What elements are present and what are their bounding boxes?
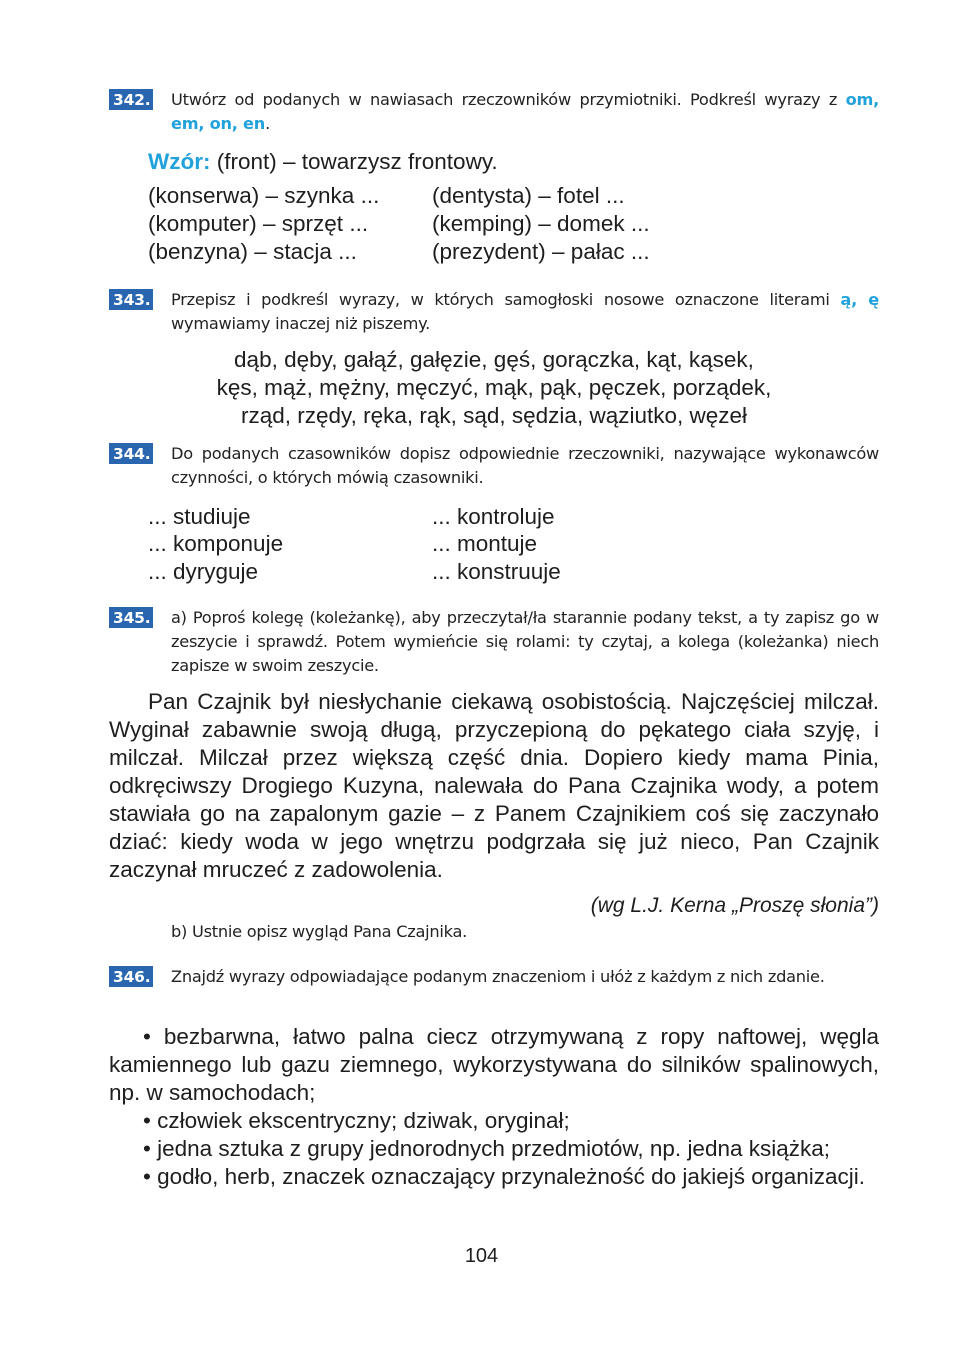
word-list-line: kęs, mąż, mężny, męczyć, mąk, pąk, pęczek, porządek, xyxy=(216,375,772,400)
definition-item: • bezbarwna, łatwo palna ciecz otrzymywaną z ropy naftowej, węgla kamiennego lub gazu ziemnego, wykorzystywana do silników spalinowych, np. w samochodach; xyxy=(109,1024,879,1105)
right-item: ... montuje xyxy=(432,531,538,556)
instruction-end: . xyxy=(265,114,270,133)
right-item: ... konstruuje xyxy=(432,559,561,584)
page-number: 104 xyxy=(464,1245,499,1267)
exercise-346 xyxy=(109,965,879,1189)
exercise-instruction xyxy=(171,288,879,336)
exercise-instruction xyxy=(171,88,879,136)
example-label: Wzór: xyxy=(148,149,211,174)
exercise-number-badge: 345. xyxy=(109,607,153,628)
definition-item: • godło, herb, znaczek oznaczający przynależność do jakiejś organizacji. xyxy=(143,1164,866,1189)
instruction-text: Utwórz od podanych w nawiasach rzeczowników przymiotniki. Podkreśl wyrazy z xyxy=(171,90,846,109)
instruction-text: Przepisz i podkreśl wyrazy, w których samogłoski nosowe oznaczone literami xyxy=(171,290,841,309)
exercise-342-header xyxy=(109,88,879,136)
definition-item: • jedna sztuka z grupy jednorodnych przedmiotów, np. jedna książka; xyxy=(143,1136,831,1161)
left-item: (konserwa) – szynka ... xyxy=(148,183,380,208)
exercise-instruction: a) Poproś kolegę (koleżankę), aby przeczytał/ła starannie podany tekst, a ty zapisz go w zeszycie i sprawdź. Potem wymieńcie się rolami: ty czytaj, a kolega (koleżanka) niech zapisze w swoim zeszycie. xyxy=(171,608,879,675)
right-item: ... kontroluje xyxy=(432,504,555,529)
word-list-line: dąb, dęby, gałąź, gałęzie, gęś, gorączka, kąt, kąsek, xyxy=(234,347,754,372)
word-list-line: rząd, rzędy, ręka, rąk, sąd, sędzia, wąziutko, węzeł xyxy=(240,403,748,428)
exercise-346-header xyxy=(109,965,879,989)
exercise-instruction: Znajdź wyrazy odpowiadające podanym znaczeniom i ułóż z każdym z nich zdanie. xyxy=(171,967,825,986)
example-line xyxy=(148,148,498,176)
left-item: ... studiuje xyxy=(148,504,251,529)
exercise-344 xyxy=(109,442,879,584)
definitions-list xyxy=(109,1023,879,1191)
exercise-instruction: Do podanych czasowników dopisz odpowiednie rzeczowniki, nazywające wykonawców czynności, o których mówią czasowniki. xyxy=(171,444,879,487)
exercise-number-badge: 343. xyxy=(109,289,153,310)
exercise-342 xyxy=(109,88,879,264)
right-item: (dentysta) – fotel ... xyxy=(432,183,625,208)
exercise-344-header xyxy=(109,442,879,490)
definition-item: • człowiek ekscentryczny; dziwak, oryginał; xyxy=(143,1108,570,1133)
exercise-part-b: b) Ustnie opisz wygląd Pana Czajnika. xyxy=(171,922,468,941)
left-item: (komputer) – sprzęt ... xyxy=(148,211,369,236)
right-item: (prezydent) – pałac ... xyxy=(432,239,650,264)
instruction-highlight: om, em, on, en xyxy=(171,90,879,133)
left-item: ... komponuje xyxy=(148,531,284,556)
instruction-end: wymawiamy inaczej niż piszemy. xyxy=(171,314,431,333)
exercise-343-header xyxy=(109,288,879,336)
exercise-number-badge: 344. xyxy=(109,443,153,464)
exercise-345-header xyxy=(109,606,879,678)
exercise-number-badge: 342. xyxy=(109,89,153,110)
right-item: (kemping) – domek ... xyxy=(432,211,650,236)
example-text: (front) – towarzysz frontowy. xyxy=(210,149,498,174)
word-list xyxy=(109,346,879,430)
exercise-343 xyxy=(109,288,880,428)
instruction-highlight: ą, ę xyxy=(840,290,880,309)
exercise-345 xyxy=(109,606,879,941)
exercise-number-badge: 346. xyxy=(109,966,153,987)
passage-source: (wg L.J. Kerna „Proszę słonia”) xyxy=(590,894,879,917)
left-item: (benzyna) – stacja ... xyxy=(148,239,357,264)
dictation-passage: Pan Czajnik był niesłychanie ciekawą osobistością. Najczęściej milczał. Wyginał zabawnie swoją długą, przyczepioną do pękatego ciała szyję, i milczał. Milczał przez większą część dnia. Dopiero kiedy mama Pinia, odkręciwszy Drogiego Kuzyna, nalewała do Pana Czajnika wody, a potem stawiała go na zapalonym gazie – z Panem Czajnikiem coś się zaczynało dziać: kiedy woda w jego wnętrzu podgrzała się już nieco, Pan Czajnik zaczynał mruczeć z zadowolenia. xyxy=(109,689,879,882)
left-item: ... dyryguje xyxy=(148,559,259,584)
